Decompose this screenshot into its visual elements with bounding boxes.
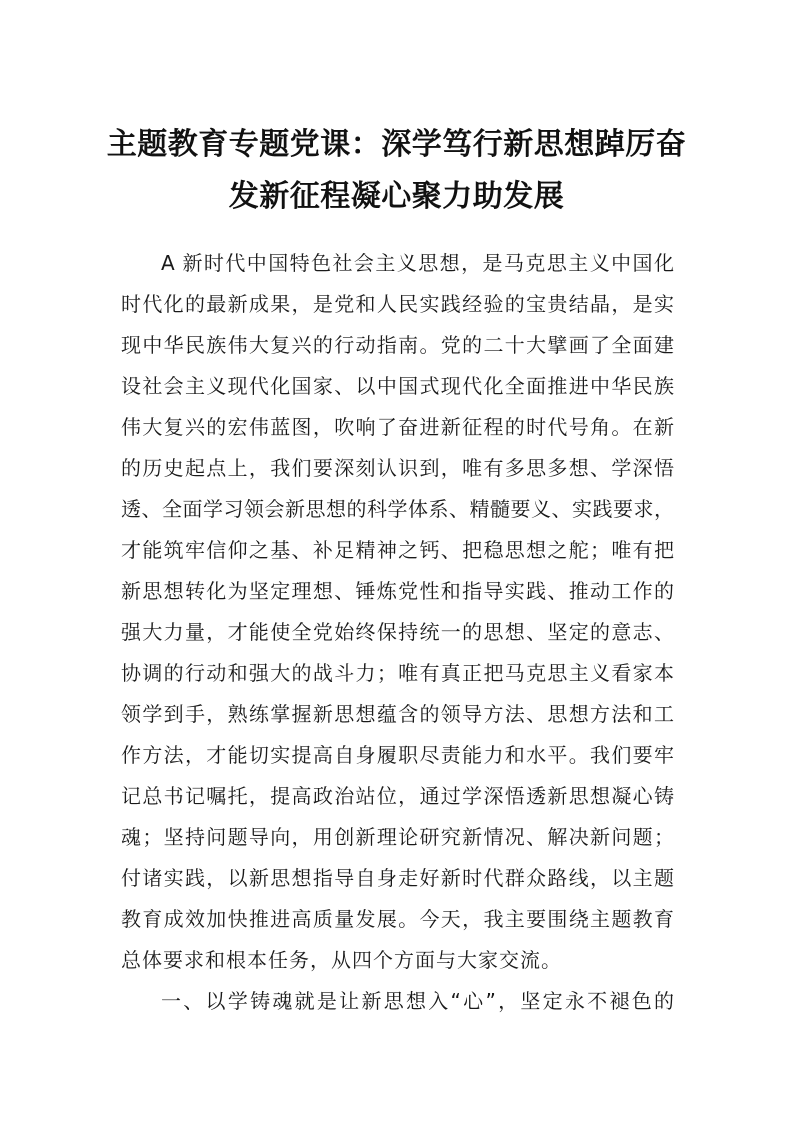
paragraph-1-line: 设社会主义现代化国家、以中国式现代化全面推进中华民族 <box>121 374 674 398</box>
paragraph-1-line: 总体要求和根本任务，从四个方面与大家交流。 <box>121 948 562 972</box>
paragraph-1-line: 领学到手，熟练掌握新思想蕴含的领导方法、思想方法和工 <box>121 702 674 726</box>
paragraph-1-line: 教育成效加快推进高质量发展。今天，我主要围绕主题教育 <box>121 907 674 931</box>
paragraph-1-line: 的历史起点上，我们要深刻认识到，唯有多思多想、学深悟 <box>121 456 674 480</box>
document-body <box>121 243 674 1022</box>
paragraph-1-line: 付诸实践，以新思想指导自身走好新时代群众路线，以主题 <box>121 866 674 890</box>
paragraph-1-line: 透、全面学习领会新思想的科学体系、精髓要义、实践要求， <box>121 497 674 521</box>
paragraph-2-line: 一、以学铸魂就是让新思想入“心”，坚定永不褪色的 <box>161 989 674 1013</box>
paragraph-1-line: 现中华民族伟大复兴的行动指南。党的二十大擘画了全面建 <box>121 333 674 357</box>
title-line-1: 主题教育专题党课：深学笃行新思想踔厉奋 <box>106 127 687 162</box>
paragraph-1-line: 协调的行动和强大的战斗力；唯有真正把马克思主义看家本 <box>121 661 674 685</box>
paragraph-1-line: A 新时代中国特色社会主义思想，是马克思主义中国化 <box>161 251 674 275</box>
title-line-2: 发新征程凝心聚力助发展 <box>228 179 565 214</box>
paragraph-1-line: 魂；坚持问题导向，用创新理论研究新情况、解决新问题； <box>121 825 674 849</box>
paragraph-1-line: 作方法，才能切实提高自身履职尽责能力和水平。我们要牢 <box>121 743 674 767</box>
paragraph-1-line: 才能筑牢信仰之基、补足精神之钙、把稳思想之舵；唯有把 <box>121 538 674 562</box>
paragraph-1-line: 伟大复兴的宏伟蓝图，吹响了奋进新征程的时代号角。在新 <box>121 415 674 439</box>
paragraph-1-line: 时代化的最新成果，是党和人民实践经验的宝贵结晶，是实 <box>121 292 674 316</box>
paragraph-1-line: 强大力量，才能使全党始终保持统一的思想、坚定的意志、 <box>121 620 674 644</box>
document-title <box>100 119 693 223</box>
paragraph-1-line: 记总书记嘱托，提高政治站位，通过学深悟透新思想凝心铸 <box>121 784 674 808</box>
paragraph-1-line: 新思想转化为坚定理想、锤炼党性和指导实践、推动工作的 <box>121 579 674 603</box>
